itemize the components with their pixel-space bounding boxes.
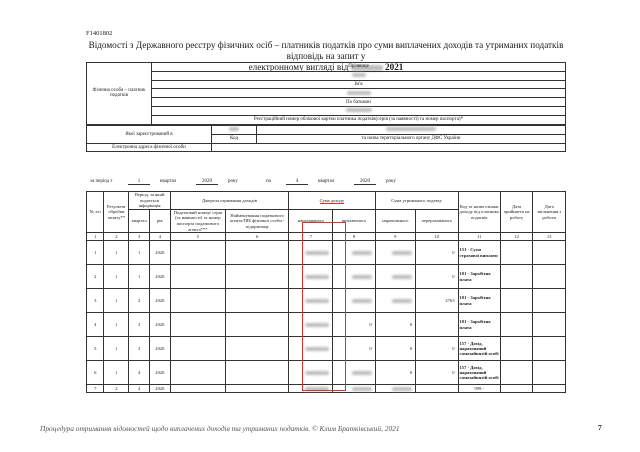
row-paid: 0: [333, 337, 375, 361]
row-agent-name: [226, 337, 289, 361]
header-hire-date: Дата прийняття на роботу: [500, 192, 532, 233]
row-fire-date: [533, 289, 566, 313]
row-quarter: 3: [129, 337, 150, 361]
row-income-code: 157 - Дохід, нарахований самозайнятій особі: [458, 361, 500, 385]
row-result: 1: [104, 265, 129, 289]
registry-code-label: Код: [212, 134, 257, 143]
row-year: 2020: [150, 361, 171, 385]
column-number: 4: [150, 233, 171, 241]
row-number: 5: [87, 337, 104, 361]
period-year-word-2: року: [386, 179, 396, 184]
header-agent-code: Податковий номер/ серія (за наявності) та номер паспорта податкового агента***: [170, 209, 225, 232]
row-hire-date: [500, 265, 532, 289]
row-hire-date: [500, 385, 532, 393]
header-paid: виплаченого: [333, 209, 375, 232]
registered-in-label: Якої зареєстрований в: [87, 126, 212, 144]
row-agent-code: [170, 361, 225, 385]
row-income-code: 101 - Заробітна плата: [458, 289, 500, 313]
email-value: [212, 143, 566, 152]
period-quarter-word-1: квартал: [160, 179, 177, 184]
row-agent-name: [226, 265, 289, 289]
row-tax-accrued: 0: [375, 361, 415, 385]
row-number: 3: [87, 289, 104, 313]
header-agent-name: Найменування податкового агента/ПІБ фізичної особи - підприємця: [226, 209, 289, 232]
row-tax-accrued: [375, 265, 415, 289]
row-quarter: 2: [129, 289, 150, 313]
row-agent-code: [170, 385, 225, 393]
patronymic-label: По батькові: [152, 98, 566, 107]
header-quarter: квартал: [129, 209, 150, 232]
reg-number-label: Реєстраційний номер облікової картки платника податків(серія (за наявності) та номер паспорта)*: [152, 115, 566, 124]
row-income-code: 101 - Заробітна плата: [458, 313, 500, 337]
row-number: 2: [87, 265, 104, 289]
income-highlight-box: [302, 222, 346, 391]
header-year: рік: [150, 209, 171, 232]
row-tax-transferred: 0: [416, 361, 459, 385]
row-result: 2: [104, 385, 129, 393]
header-tax-transferred: перерахованого: [416, 209, 459, 232]
person-info-table: [86, 62, 566, 125]
registry-authority-label: та назва територіального органу ДФС України: [257, 134, 566, 143]
header-fire-date: Дата звільнення з роботи: [533, 192, 566, 233]
header-tax-accrued: нарахованого: [375, 209, 415, 232]
row-result: 1: [104, 241, 129, 265]
row-year: 2020: [150, 241, 171, 265]
document-code: F1401802: [86, 30, 113, 37]
column-number: 6: [226, 233, 289, 241]
row-fire-date: [533, 241, 566, 265]
column-number: 2: [104, 233, 129, 241]
name-value: [152, 89, 566, 98]
row-agent-code: [170, 337, 225, 361]
row-hire-date: [500, 337, 532, 361]
period-quarter-word-2: квартал: [318, 179, 335, 184]
patronymic-value: [152, 106, 566, 115]
title-line-2: електронному вигляді від: [248, 62, 349, 72]
column-number: 1: [87, 233, 104, 241]
column-number: 3: [129, 233, 150, 241]
page-number: 7: [598, 423, 602, 432]
row-year: 2020: [150, 289, 171, 313]
row-tax-transferred: 2763: [416, 289, 459, 313]
registry-table: [86, 125, 566, 152]
column-number: 9: [375, 233, 415, 241]
registry-code-value: [212, 126, 257, 135]
row-tax-transferred: [416, 313, 459, 337]
row-agent-name: [226, 289, 289, 313]
footer-note: Процедура отримання відомостей щодо виплачених доходів та утриманих податків. © Клим Братківський, 2021: [40, 424, 400, 433]
redacted-amount: [352, 299, 372, 303]
redacted-amount: [392, 299, 412, 303]
row-income-code: 157 - Дохід, нарахований самозайнятій особі: [458, 337, 500, 361]
title-year: 2021: [385, 62, 404, 72]
row-year: 2020: [150, 337, 171, 361]
row-tax-accrued: [375, 385, 415, 393]
period-from-quarter: 1: [128, 179, 150, 185]
period-to-label: по: [266, 179, 272, 184]
registry-authority-value: [257, 126, 566, 135]
header-sources: Джерела отримання доходів: [170, 192, 289, 210]
row-number: 6: [87, 361, 104, 385]
column-number: 7: [289, 233, 333, 241]
row-agent-name: [226, 241, 289, 265]
row-hire-date: [500, 361, 532, 385]
column-number: 5: [170, 233, 225, 241]
row-fire-date: [533, 265, 566, 289]
row-year: 2020: [150, 265, 171, 289]
row-tax-accrued: 0: [375, 313, 415, 337]
redacted-amount: [352, 251, 372, 255]
period-from-label: за період з: [90, 179, 113, 184]
row-fire-date: [533, 313, 566, 337]
row-tax-transferred: 0: [416, 337, 459, 361]
column-number: 13: [533, 233, 566, 241]
header-result: Результат обробки запиту**: [104, 192, 129, 233]
email-label: Електронна адреса фізичної особи: [87, 143, 212, 152]
row-agent-name: [226, 313, 289, 337]
period-line: [86, 179, 566, 189]
name-label: Ім'я: [152, 80, 566, 89]
row-fire-date: [533, 337, 566, 361]
period-from-year: 2020: [196, 179, 218, 185]
row-tax-accrued: [375, 241, 415, 265]
surname-value: [152, 71, 566, 80]
header-tax-sum: Сума утриманого податку: [375, 192, 458, 210]
row-paid: 0: [333, 313, 375, 337]
header-no: № з/п: [87, 192, 104, 233]
row-income-code: 999 -: [458, 385, 500, 393]
row-year: 2020: [150, 385, 171, 393]
row-income-code: 101 - Заробітна плата: [458, 265, 500, 289]
period-year-word-1: року: [228, 179, 238, 184]
redacted-amount: [352, 275, 372, 279]
row-fire-date: [533, 385, 566, 393]
row-agent-code: [170, 265, 225, 289]
row-quarter: 4: [129, 361, 150, 385]
column-number: 12: [500, 233, 532, 241]
header-income-sum: Сума доходу: [289, 192, 375, 210]
row-quarter: 3: [129, 313, 150, 337]
person-row-label: Фізична особа – платник податків: [87, 63, 152, 125]
redacted-amount: [352, 371, 372, 375]
title-line-1: Відомості з Державного реєстру фізичних осіб – платників податків про суми виплачених доходів та утриманих податків відповідь на запит у: [88, 40, 564, 61]
row-quarter: 1: [129, 265, 150, 289]
row-agent-code: [170, 313, 225, 337]
row-year: 2020: [150, 313, 171, 337]
row-number: 7: [87, 385, 104, 393]
row-result: 1: [104, 337, 129, 361]
header-accrued: нарахованого: [289, 209, 333, 232]
row-tax-transferred: [416, 385, 459, 393]
period-to-year: 2020: [354, 179, 376, 185]
redacted-amount: [392, 275, 412, 279]
row-fire-date: [533, 361, 566, 385]
row-quarter: 1: [129, 241, 150, 265]
redacted-amount: [352, 387, 372, 391]
row-income-code: 151 - Сума страхової виплати: [458, 241, 500, 265]
row-result: 1: [104, 361, 129, 385]
row-result: 1: [104, 289, 129, 313]
header-income-code: Код та назва ознаки доходу від платника податків: [458, 192, 500, 233]
header-period: Період, за який подається інформація: [129, 192, 170, 210]
row-number: 1: [87, 241, 104, 265]
redacted-amount: [392, 251, 412, 255]
row-agent-code: [170, 289, 225, 313]
row-agent-name: [226, 385, 289, 393]
row-number: 4: [87, 313, 104, 337]
row-tax-accrued: [375, 289, 415, 313]
row-hire-date: [500, 241, 532, 265]
row-hire-date: [500, 313, 532, 337]
row-hire-date: [500, 289, 532, 313]
row-agent-code: [170, 241, 225, 265]
column-number: 11: [458, 233, 500, 241]
surname-label: Прізвище: [152, 63, 566, 72]
period-to-quarter: 4: [286, 179, 308, 185]
row-result: 1: [104, 313, 129, 337]
row-agent-name: [226, 361, 289, 385]
row-tax-transferred: 0: [416, 241, 459, 265]
row-tax-accrued: 0: [375, 337, 415, 361]
column-number: 8: [333, 233, 375, 241]
row-tax-transferred: 0: [416, 265, 459, 289]
row-quarter: 4: [129, 385, 150, 393]
column-number: 10: [416, 233, 459, 241]
redacted-amount: [392, 387, 412, 391]
